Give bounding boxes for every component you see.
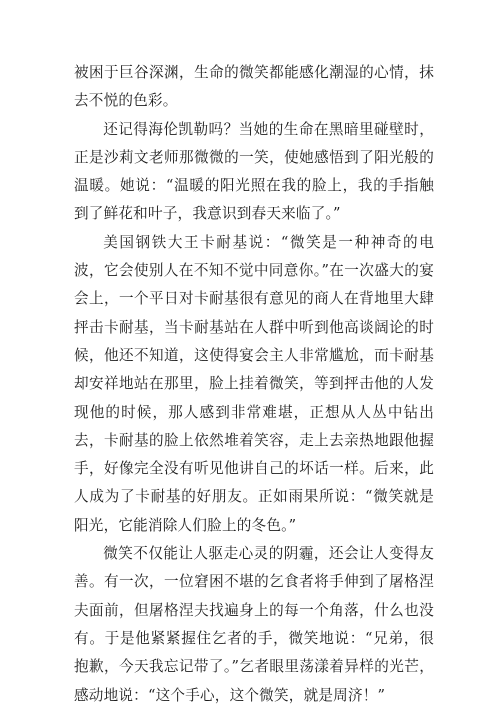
document-body <box>74 59 434 710</box>
paragraph-continuation: 被困于巨谷深渊，生命的微笑都能感化潮湿的心情，抹去不悦的色彩。 <box>74 64 434 110</box>
paragraph-carnegie: 美国钢铁大王卡耐基说：“微笑是一种神奇的电波，它会使别人在不知不觉中同意你。”在一次盛大的宴会上，一个平日对卡耐基很有意见的商人在背地里大肆抨击卡耐基，当卡耐基站在人群中听到他高谈阔论的时候，他还不知道，这使得宴会主人非常尴尬，而卡耐基却安祥地站在那里，脸上挂着微笑，等到抨击他的人发现他的时候，那人感到非常难堪，正想从人丛中钻出去，卡耐基的脸上依然堆着笑容，走上去亲热地跟他握手，好像完全没有听见他讲自己的坏话一样。后来，此人成为了卡耐基的好朋友。正如雨果所说：“微笑就是阳光，它能消除人们脸上的冬色。” <box>74 233 434 534</box>
paragraph-turgenev: 微笑不仅能让人驱走心灵的阴霾，还会让人变得友善。有一次，一位窘困不堪的乞食者将手伸到了屠格涅夫面前，但屠格涅夫找遍身上的每一个角落，什么也没有。于是他紧紧握住乞者的手，微笑地说：“兄弟，很抱歉，今天我忘记带了。”乞者眼里荡漾着异样的光芒，感动地说：“这个手心，这个微笑，就是周济！” <box>74 545 434 704</box>
paragraph-helen-keller: 还记得海伦凯勒吗？当她的生命在黑暗里碰壁时，正是沙莉文老师那微微的一笑，使她感悟到了阳光般的温暖。她说：“温暖的阳光照在我的脸上，我的手指触到了鲜花和叶子，我意识到春天来临了。” <box>74 120 434 223</box>
